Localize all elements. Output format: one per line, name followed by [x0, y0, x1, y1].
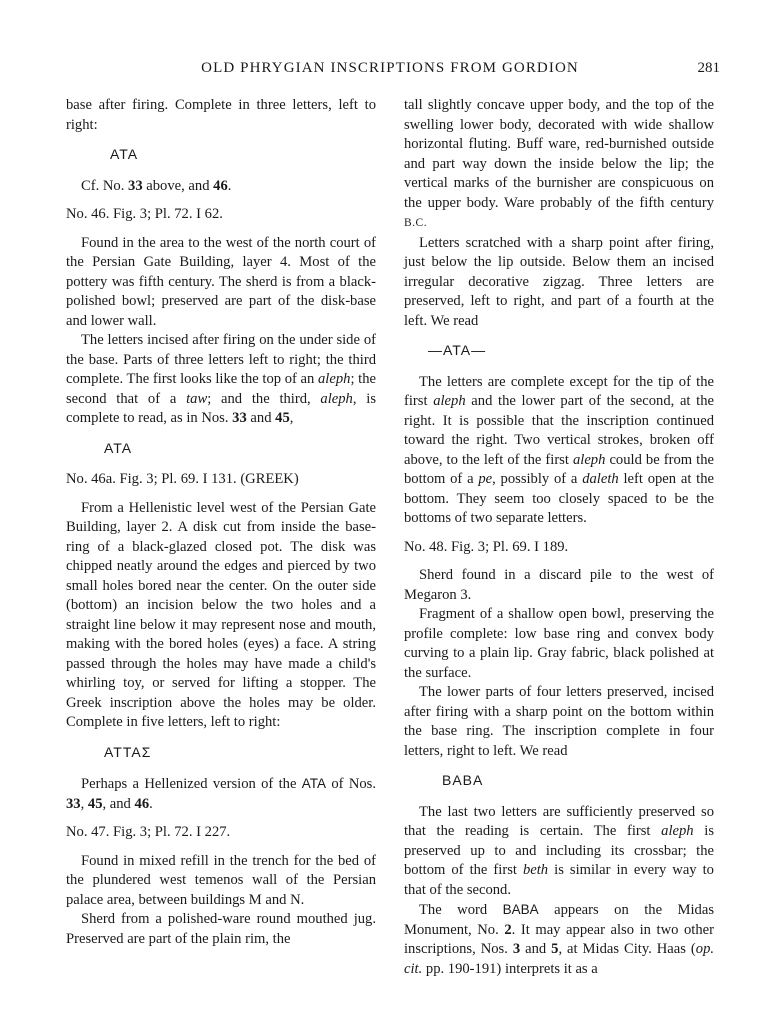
paragraph: Letters scratched with a sharp point after firing, just below the lip outside. Below them an incised irregular decorative zigzag. Three letters are preserved, left to right, and part of a fourth at the left. We read — [404, 234, 714, 329]
right-column — [404, 96, 714, 979]
page-header — [60, 60, 720, 82]
entry-heading: No. 46a. Fig. 3; Pl. 69. I 131. (GREEK) — [66, 471, 299, 487]
inscription: ATA — [104, 439, 133, 456]
paragraph: The letters are complete except for the tip of the first aleph and the lower part of the second, at the right. It is possible that the inscription continued toward the right. Two vertical strokes, broken off above, to the left of the first aleph could be from the bottom of a pe, possibly of a daleth left open at the bottom. They seem too closely spaced to be the bottoms of two separate letters. — [404, 373, 714, 526]
entry-heading: No. 48. Fig. 3; Pl. 69. I 189. — [404, 538, 569, 555]
paragraph: tall slightly concave upper body, and the top of the swelling lower body, decorated with wide shallow horizontal fluting. Buff ware, red-burnished outside and part way down the inside below the lip; the vertical marks of the burnisher are conspicuous on the upper body. Ware probably of the fifth century B.C. — [404, 97, 714, 229]
entry-heading: No. 46. Fig. 3; Pl. 72. I 62. — [66, 206, 223, 222]
paragraph: Fragment of a shallow open bowl, preserving the profile complete: low base ring and convex body curving to a plain lip. Gray fabric, black polished at the surface. — [404, 606, 714, 681]
paragraph: Perhaps a Hellenized version of the ATA of Nos. 33, 45, and 46. — [66, 776, 376, 812]
inscription: ATTAΣ — [104, 743, 152, 760]
paragraph: The last two letters are sufficiently preserved so that the reading is certain. The first aleph is preserved up to and including its crossbar; the bottom of the first beth is similar in every way to that of the second. — [404, 803, 714, 898]
paragraph: Sherd from a polished-ware round mouthed jug. Preserved are part of the plain rim, the — [66, 911, 376, 947]
running-title: OLD PHRYGIAN INSCRIPTIONS FROM GORDION — [201, 60, 579, 76]
inscription: —ATA— — [428, 342, 487, 358]
paragraph: The word BABA appears on the Midas Monument, No. 2. It may appear also in two other inscriptions, Nos. 3 and 5, at Midas City. Haas (op. cit. pp. 190-191) interprets it as a — [404, 902, 715, 977]
paragraph: Sherd found in a discard pile to the west of Megaron 3. — [404, 567, 714, 603]
paragraph: From a Hellenistic level west of the Persian Gate Building, layer 2. A disk cut from inside the base-ring of a black-glazed closed pot. The disk was chipped neatly around the edges and pierced by two small holes bored near the center. On the outer side (bottom) an incision below the two holes and a straight line below it may represent nose and mouth, making with the bored holes (eyes) a face. A string passed through the holes may have made a child's whirling toy, or served for lifting a stopper. The Greek inscription above the holes may be older. Complete in five letters, left to right: — [66, 499, 376, 730]
paragraph: The lower parts of four letters preserved, incised after firing with a sharp point on the bottom within the base ring. The inscription complete in four letters, right to left. We read — [404, 684, 714, 759]
paragraph: The letters incised after firing on the under side of the base. Parts of three letters left to right; the third complete. The first looks like the top of an aleph; the second that of a taw; and the third, aleph, is complete to read, as in Nos. 33 and 45, — [66, 332, 377, 426]
inscription: BABA — [442, 772, 484, 788]
page-number: 281 — [697, 60, 720, 76]
paragraph: Cf. No. 33 above, and 46. — [81, 177, 232, 194]
entry-heading: No. 47. Fig. 3; Pl. 72. I 227. — [66, 824, 231, 840]
inscription: ATA — [110, 146, 139, 162]
paragraph: Found in the area to the west of the north court of the Persian Gate Building, layer 4. Most of the pottery was fifth century. The sherd is from a black-polished bowl; preserved are part of the disk-base and lower wall. — [66, 234, 376, 329]
paragraph: Found in mixed refill in the trench for the bed of the plundered west temenos wall of the Persian palace area, between buildings M and N. — [66, 852, 376, 908]
left-column — [66, 96, 376, 949]
paragraph: base after firing. Complete in three letters, left to right: — [66, 97, 376, 133]
